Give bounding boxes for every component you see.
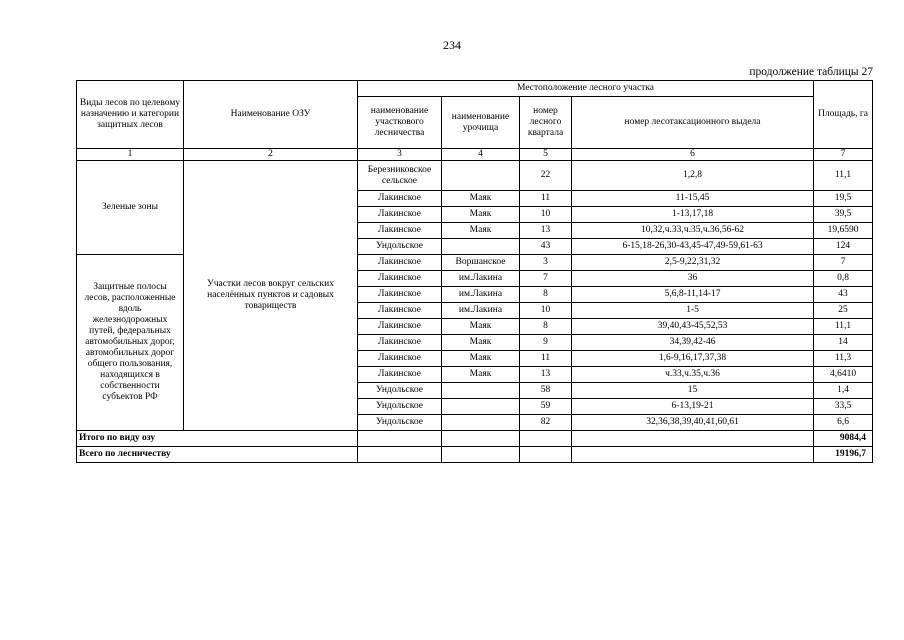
column-number: 7 [814,149,873,161]
allotment-cell: 15 [572,383,814,399]
area-cell: 4,6410 [814,367,873,383]
header-quarter: номер лесного квартала [520,97,572,149]
allotment-cell: 1-5 [572,303,814,319]
column-number: 1 [77,149,184,161]
tract-cell: Маяк [442,207,520,223]
allotment-cell: 5,6,8-11,14-17 [572,287,814,303]
tract-cell [442,383,520,399]
quarter-cell: 10 [520,207,572,223]
column-number: 3 [358,149,442,161]
allotment-cell: 6-13,19-21 [572,399,814,415]
allotment-cell: 32,36,38,39,40,41,60,61 [572,415,814,431]
header-forest-type: Виды лесов по целевому назначению и категории защитных лесов [77,81,184,149]
column-number: 5 [520,149,572,161]
district-cell: Ундольское [358,415,442,431]
quarter-cell: 22 [520,161,572,191]
allotment-cell: 6-15,18-26,30-43,45-47,49-59,61-63 [572,239,814,255]
tract-cell [442,399,520,415]
column-number: 4 [442,149,520,161]
quarter-cell: 10 [520,303,572,319]
allotment-cell: 34,39,42-46 [572,335,814,351]
quarter-cell: 11 [520,351,572,367]
quarter-cell: 7 [520,271,572,287]
tract-cell [442,239,520,255]
area-cell: 43 [814,287,873,303]
area-cell: 19,6590 [814,223,873,239]
tract-cell: Маяк [442,319,520,335]
empty-cell [520,447,572,463]
column-number: 2 [184,149,358,161]
tract-cell: им.Лакина [442,287,520,303]
district-cell: Лакинское [358,207,442,223]
area-cell: 33,5 [814,399,873,415]
tract-cell: Маяк [442,367,520,383]
quarter-cell: 59 [520,399,572,415]
allotment-cell: 1,2,8 [572,161,814,191]
area-cell: 39,5 [814,207,873,223]
district-cell: Ундольское [358,399,442,415]
district-cell: Лакинское [358,367,442,383]
header-allotment: номер лесотаксационного выдела [572,97,814,149]
district-cell: Лакинское [358,223,442,239]
tract-cell: Маяк [442,223,520,239]
district-cell: Лакинское [358,191,442,207]
tract-cell: Маяк [442,351,520,367]
allotment-cell: 11-15,45 [572,191,814,207]
header-area: Площадь, га [814,81,873,149]
tract-cell [442,161,520,191]
column-number-row [77,149,873,161]
tract-cell: им.Лакина [442,303,520,319]
district-cell: Ундольское [358,239,442,255]
quarter-cell: 11 [520,191,572,207]
area-cell: 6,6 [814,415,873,431]
area-cell: 124 [814,239,873,255]
column-number: 6 [572,149,814,161]
total-forestry-label: Всего по лесничеству [77,447,358,463]
tract-cell: Маяк [442,191,520,207]
ozu-name-cell: Участки лесов вокруг сельских населённых пунктов и садовых товариществ [184,161,358,431]
area-cell: 11,1 [814,319,873,335]
empty-cell [572,447,814,463]
allotment-cell: 1-13,17,18 [572,207,814,223]
district-cell: Березниковское сельское [358,161,442,191]
tract-cell [442,415,520,431]
quarter-cell: 13 [520,223,572,239]
district-cell: Лакинское [358,271,442,287]
total-by-type-value: 9084,4 [814,431,873,447]
district-cell: Ундольское [358,383,442,399]
tract-cell: им.Лакина [442,271,520,287]
forest-plots-table [76,80,873,463]
area-cell: 11,3 [814,351,873,367]
area-cell: 19,5 [814,191,873,207]
empty-cell [442,431,520,447]
district-cell: Лакинское [358,287,442,303]
district-cell: Лакинское [358,319,442,335]
allotment-cell: 36 [572,271,814,287]
quarter-cell: 58 [520,383,572,399]
allotment-cell: 39,40,43-45,52,53 [572,319,814,335]
table-continuation-label: продолжение таблицы 27 [749,66,873,78]
header-tract: наименование урочища [442,97,520,149]
table-row [77,161,873,191]
category-green-zones: Зеленые зоны [77,161,184,255]
total-forestry-row [77,447,873,463]
header-location: Местоположение лесного участка [358,81,814,97]
area-cell: 14 [814,335,873,351]
category-protective-strips: Защитные полосы лесов, расположенные вдоль железнодорожных путей, федеральных автомобильных дорог, автомобильных дорог общего пользования, находящихся в собственности субъектов РФ [77,255,184,431]
area-cell: 11,1 [814,161,873,191]
area-cell: 7 [814,255,873,271]
empty-cell [358,431,442,447]
allotment-cell: 1,6-9,16,17,37,38 [572,351,814,367]
area-cell: 1,4 [814,383,873,399]
allotment-cell: 10,32,ч.33,ч.35,ч.36,56-62 [572,223,814,239]
area-cell: 0,8 [814,271,873,287]
empty-cell [572,431,814,447]
allotment-cell: ч.33,ч.35,ч.36 [572,367,814,383]
quarter-cell: 9 [520,335,572,351]
area-cell: 25 [814,303,873,319]
quarter-cell: 3 [520,255,572,271]
total-by-type-label: Итого по виду озу [77,431,358,447]
total-forestry-value: 19196,7 [814,447,873,463]
header-ozu-name: Наименование ОЗУ [184,81,358,149]
quarter-cell: 13 [520,367,572,383]
district-cell: Лакинское [358,335,442,351]
total-by-type-row [77,431,873,447]
district-cell: Лакинское [358,303,442,319]
tract-cell: Воршанское [442,255,520,271]
quarter-cell: 82 [520,415,572,431]
district-cell: Лакинское [358,255,442,271]
empty-cell [520,431,572,447]
empty-cell [442,447,520,463]
quarter-cell: 43 [520,239,572,255]
header-district: наименование участкового лесничества [358,97,442,149]
empty-cell [358,447,442,463]
tract-cell: Маяк [442,335,520,351]
quarter-cell: 8 [520,287,572,303]
quarter-cell: 8 [520,319,572,335]
district-cell: Лакинское [358,351,442,367]
allotment-cell: 2,5-9,22,31,32 [572,255,814,271]
page-number: 234 [443,38,461,52]
